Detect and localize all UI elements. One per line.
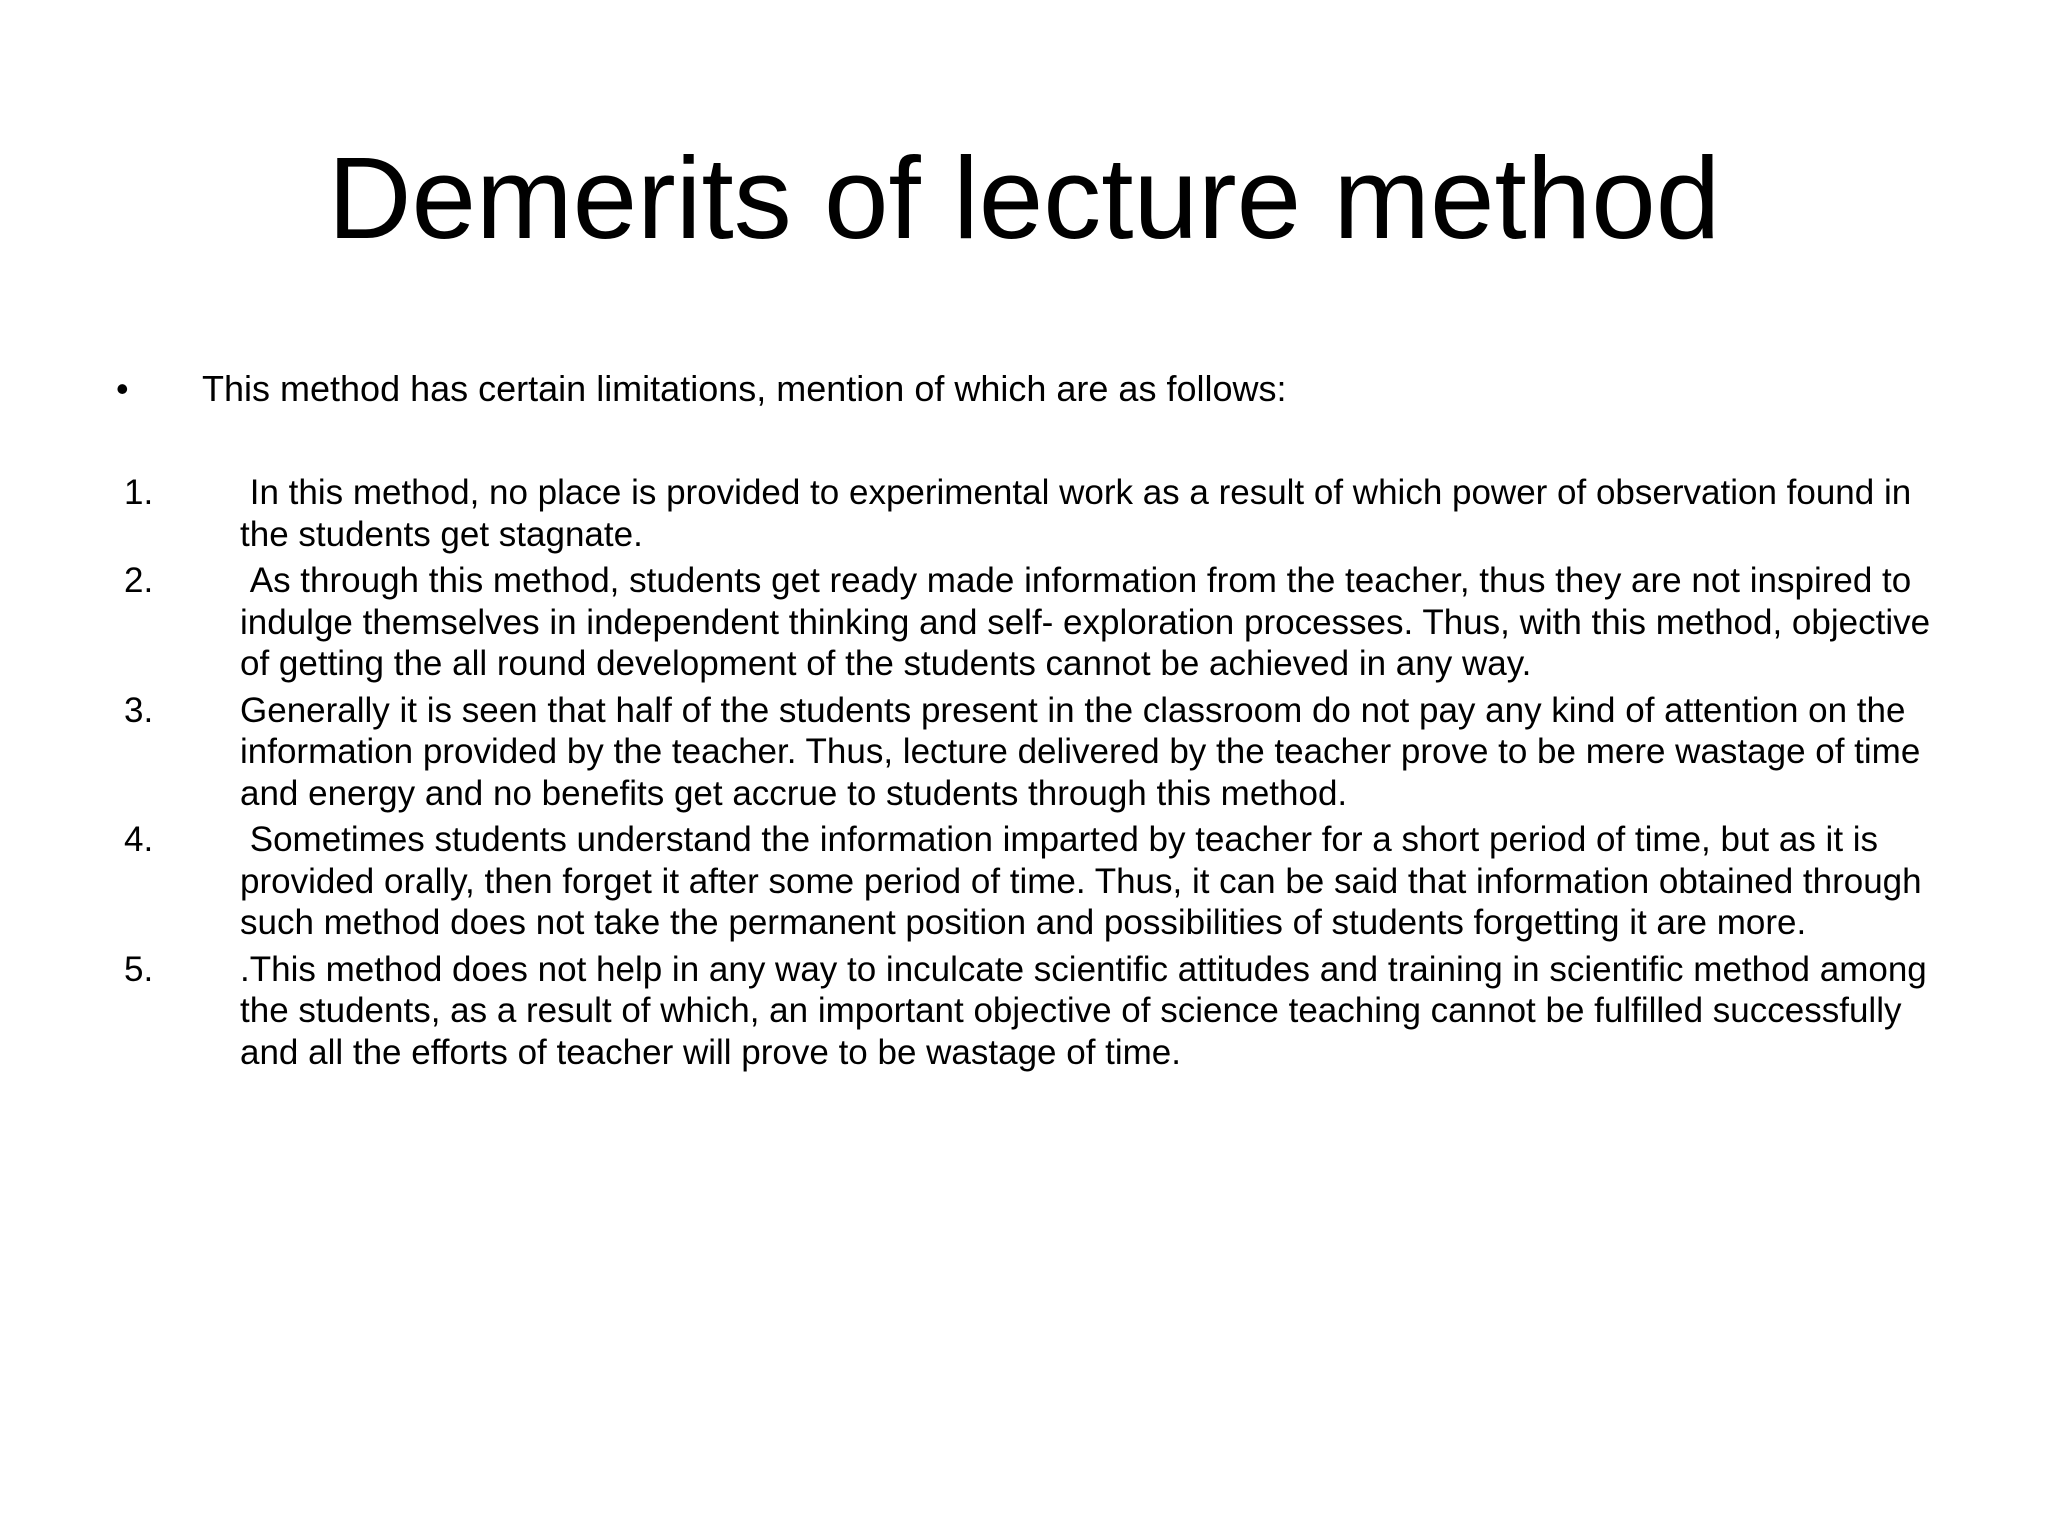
list-item <box>124 949 1954 1074</box>
list-item <box>124 819 1954 944</box>
list-item-text: .This method does not help in any way to inculcate scientific attitudes and training in scientific method among the students, as a result of which, an important objective of science teaching cannot be fulfilled successfully and all the efforts of teacher will prove to be wastage of time. <box>240 949 1937 1072</box>
list-item-number: 1. <box>124 473 154 512</box>
list-item-number: 4. <box>124 820 154 859</box>
list-item-number: 2. <box>124 561 154 600</box>
intro-text: This method has certain limitations, mention of which are as follows: <box>202 368 1287 409</box>
list-item <box>124 560 1954 685</box>
list-item-text: Sometimes students understand the information imparted by teacher for a short period of time, but as it is provided orally, then forget it after some period of time. Thus, it can be said that information obtained through such method does not take the permanent position and possibilities of students forgetting it are more. <box>240 820 1932 942</box>
limitations-list <box>124 472 1954 1078</box>
list-item <box>124 690 1954 815</box>
slide-title: Demerits of lecture method <box>327 133 1721 263</box>
bullet-icon: • <box>116 368 129 409</box>
list-item-text: Generally it is seen that half of the students present in the classroom do not pay any kind of attention on the information provided by the teacher. Thus, lecture delivered by the teacher prove to be mere wastage of time and energy and no benefits get accrue to students through this method. <box>240 690 1931 813</box>
list-item-number: 5. <box>124 949 154 989</box>
list-item-number: 3. <box>124 690 154 730</box>
list-item <box>124 472 1954 555</box>
list-item-text: In this method, no place is provided to experimental work as a result of which power of observation found in the students get stagnate. <box>240 473 1921 554</box>
list-item-text: As through this method, students get ready made information from the teacher, thus they are not inspired to indulge themselves in independent thinking and self- exploration processes. Thus, with this method, objective of getting the all round development of the students cannot be achieved in any way. <box>240 561 1940 683</box>
